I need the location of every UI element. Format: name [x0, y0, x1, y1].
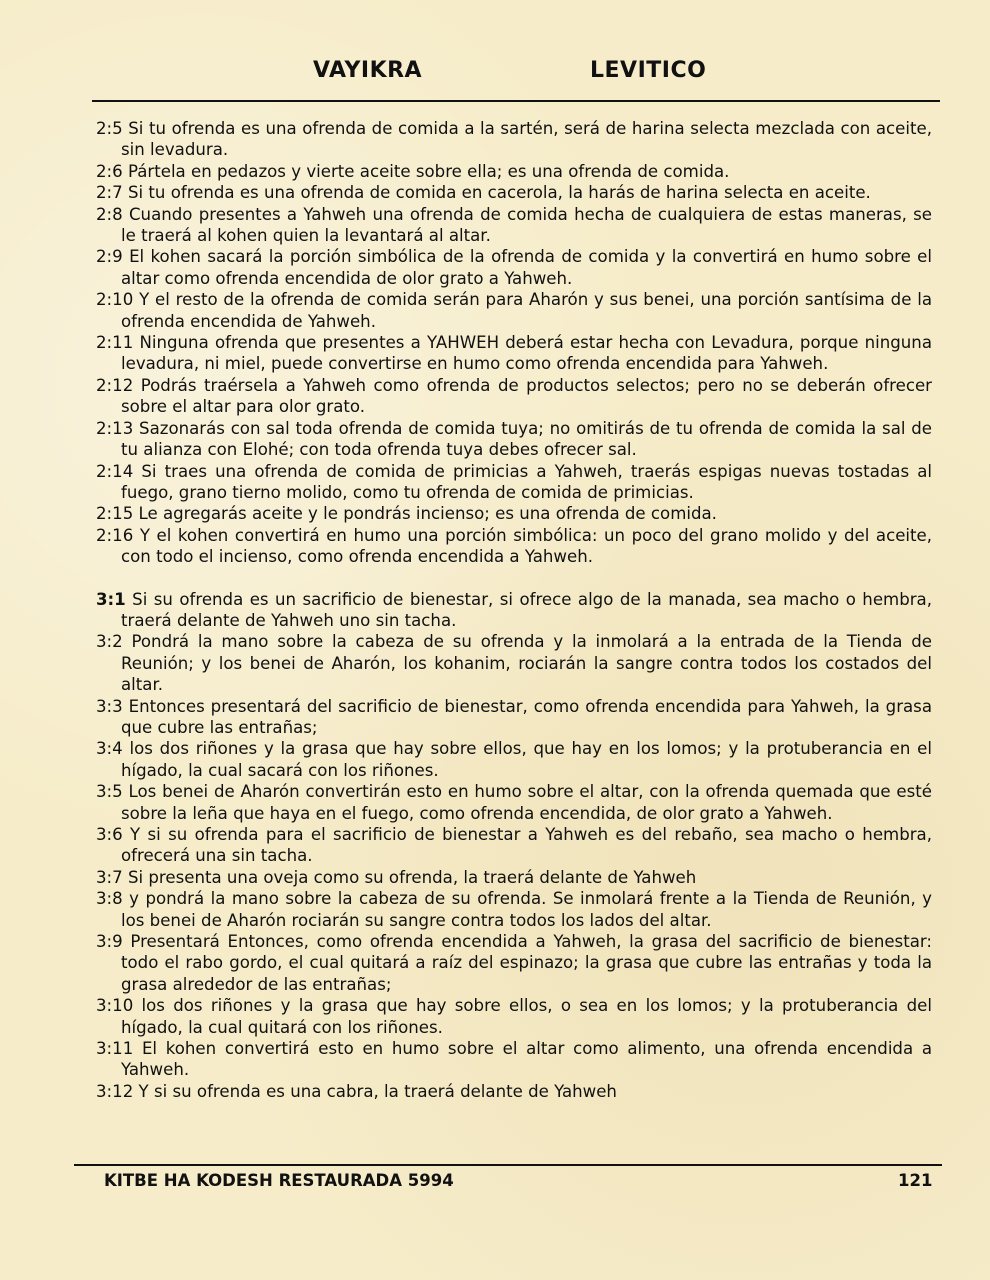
verse: 2:7 Si tu ofrenda es una ofrenda de comida en cacerola, la harás de harina selecta en aceite. — [96, 183, 871, 203]
verse: 3:10 los dos riñones y la grasa que hay sobre ellos, o sea en los lomos; y la protuberancia del hígado, la cual quitará con los riñones. — [96, 996, 932, 1037]
verse: 2:16 Y el kohen convertirá en humo una porción simbólica: un poco del grano molido y del aceite, con todo el incienso, como ofrenda encendida a Yahweh. — [96, 525, 932, 567]
verse: 2:12 Podrás traérsela a Yahweh como ofrenda de productos selectos; pero no se deberán ofrecer sobre el altar para olor grato. — [96, 375, 932, 417]
verse: 2:15 Le agregarás aceite y le pondrás incienso; es una ofrenda de comida. — [96, 504, 717, 524]
chapter-3-opening-verse — [96, 589, 932, 632]
page-number: 121 — [898, 1171, 933, 1190]
verse: 2:6 Pártela en pedazos y vierte aceite sobre ella; es una ofrenda de comida. — [96, 161, 730, 181]
verse: 2:5 Si tu ofrenda es una ofrenda de comida a la sartén, será de harina selecta mezclada con aceite, sin levadura. — [96, 119, 932, 160]
verse: 3:9 Presentará Entonces, como ofrenda encendida a Yahweh, la grasa del sacrificio de bienestar: todo el rabo gordo, el cual quitará a raíz del espinazo; la grasa que cubre las entrañas y toda la grasa alrededor de las entrañas; — [96, 932, 932, 994]
verse: 3:11 El kohen convertirá esto en humo sobre el altar como alimento, una ofrenda encendida a Yahweh. — [96, 1039, 932, 1080]
chapter-verse-number: 3:1 — [96, 589, 126, 609]
header-rule — [92, 100, 940, 102]
verse: 3:5 Los benei de Aharón convertirán esto en humo sobre el altar, con la ofrenda quemada que esté sobre la leña que haya en el fuego, como ofrenda encendida, de olor grato a Yahweh. — [96, 782, 932, 823]
verse: 2:11 Ninguna ofrenda que presentes a YAHWEH deberá estar hecha con Levadura, porque ninguna levadura, ni miel, puede convertirse en humo como ofrenda encendida para Yahweh. — [96, 333, 932, 374]
verse: 3:4 los dos riñones y la grasa que hay sobre ellos, que hay en los lomos; y la protuberancia en el hígado, la cual sacará con los riñones. — [96, 739, 932, 780]
verse: 2:10 Y el resto de la ofrenda de comida serán para Aharón y sus benei, una porción santísima de la ofrenda encendida de Yahweh. — [96, 290, 932, 331]
book-title-spanish: LEVITICO — [590, 58, 707, 83]
book-title-hebrew: VAYIKRA — [313, 58, 423, 83]
verse: 3:8 y pondrá la mano sobre la cabeza de su ofrenda. Se inmolará frente a la Tienda de Reunión, y los benei de Aharón rociarán su sangre contra todos los lados del altar. — [96, 889, 932, 930]
verse: 2:9 El kohen sacará la porción simbólica de la ofrenda de comida y la convertirá en humo sobre el altar como ofrenda encendida de olor grato a Yahweh. — [96, 247, 932, 288]
footer-title: KITBE HA KODESH RESTAURADA 5994 — [104, 1171, 454, 1190]
verse: 2:13 Sazonarás con sal toda ofrenda de comida tuya; no omitirás de tu ofrenda de comida la sal de tu alianza con Elohé; con toda ofrenda tuya debes ofrecer sal. — [96, 418, 932, 460]
verse: 3:12 Y si su ofrenda es una cabra, la traerá delante de Yahweh — [96, 1081, 617, 1101]
scripture-text — [96, 118, 932, 1102]
verse: 3:6 Y si su ofrenda para el sacrificio de bienestar a Yahweh es del rebaño, sea macho o hembra, ofrecerá una sin tacha. — [96, 825, 932, 866]
verse-text: Si su ofrenda es un sacrificio de bienestar, si ofrece algo de la manada, sea macho o hembra, traerá delante de Yahweh uno sin tacha. — [121, 589, 932, 630]
verse: 3:3 Entonces presentará del sacrificio de bienestar, como ofrenda encendida para Yahweh, la grasa que cubre las entrañas; — [96, 696, 932, 737]
verse: 2:8 Cuando presentes a Yahweh una ofrenda de comida hecha de cualquiera de estas maneras, se le traerá al kohen quien la levantará al altar. — [96, 204, 932, 246]
verse: 3:7 Si presenta una oveja como su ofrenda, la traerá delante de Yahweh — [96, 867, 697, 887]
footer-rule — [74, 1164, 942, 1166]
verse: 2:14 Si traes una ofrenda de comida de primicias a Yahweh, traerás espigas nuevas tostadas al fuego, grano tierno molido, como tu ofrenda de comida de primicias. — [96, 461, 932, 502]
verse: 3:2 Pondrá la mano sobre la cabeza de su ofrenda y la inmolará a la entrada de la Tienda de Reunión; y los benei de Aharón, los kohanim, rociarán la sangre contra todos los costados del altar. — [96, 632, 932, 695]
running-header — [0, 58, 990, 92]
